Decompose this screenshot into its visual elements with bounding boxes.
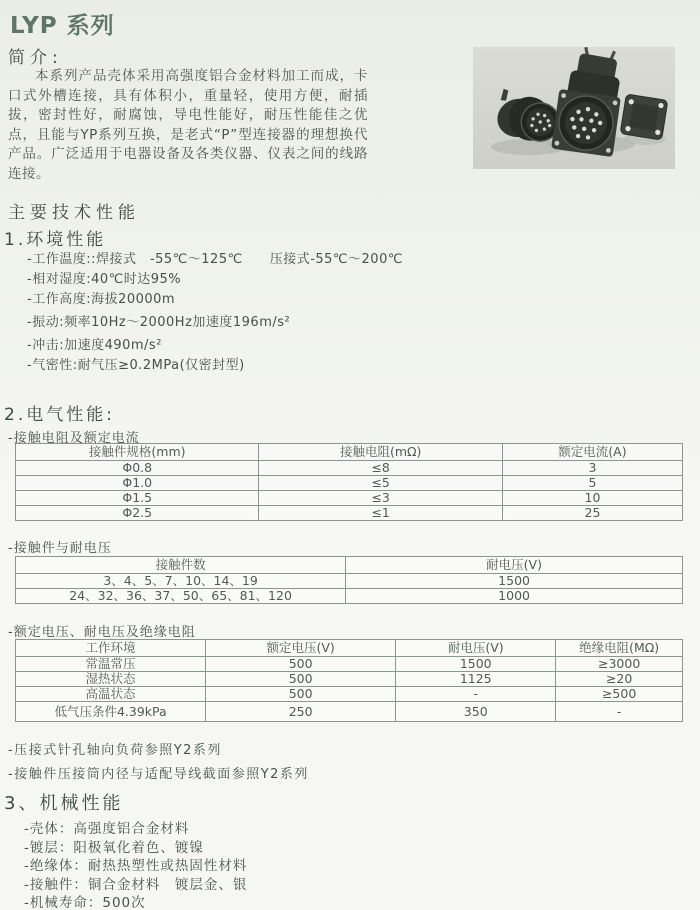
table-cell: ≤3 <box>259 491 502 506</box>
connector-photo-illustration <box>473 47 675 169</box>
table-header: 接触电阻(mΩ) <box>259 444 502 461</box>
table-header: 额定电压(V) <box>206 640 396 657</box>
list-item: -工作高度:海拔20000m <box>27 292 176 307</box>
table-row <box>16 702 683 722</box>
table-header: 工作环境 <box>16 640 206 657</box>
table-header: 耐电压(V) <box>346 557 683 574</box>
list-item: -壳体：高强度铝合金材料 <box>24 821 190 837</box>
table-row <box>16 476 683 491</box>
table-header: 额定电流(A) <box>502 444 682 461</box>
table1-label: -接触电阻及额定电流 <box>8 431 140 446</box>
table-cell: 1500 <box>396 657 556 672</box>
list-item: -冲击:加速度490m/s² <box>27 338 162 353</box>
list-item: -机械寿命：500次 <box>24 895 146 910</box>
list-item: -振动:频率10Hz～2000Hz加速度196m/s² <box>27 315 291 330</box>
table2-label: -接触件与耐电压 <box>8 541 112 556</box>
table-header: 接触件数 <box>16 557 346 574</box>
table-header-row <box>16 557 683 574</box>
mech-items-list <box>24 820 247 910</box>
table-cell: 低气压条件4.39kPa <box>16 702 206 722</box>
tech-performance-heading: 主要技术性能 <box>8 203 140 223</box>
table-cell: 5 <box>502 476 682 491</box>
table3-label: -额定电压、耐电压及绝缘电阻 <box>8 625 196 640</box>
table-row <box>16 589 683 604</box>
table-header: 耐电压(V) <box>396 640 556 657</box>
list-item: -相对湿度:40℃时达95% <box>27 272 182 287</box>
intro-heading: 简介: <box>8 48 63 68</box>
product-photo <box>473 47 675 169</box>
env-performance-heading: 1.环境性能 <box>4 230 107 250</box>
table-cell: ≥3000 <box>556 657 683 672</box>
intro-paragraph: 本系列产品壳体采用高强度铝合金材料加工而成，卡口式外槽连接，具有体积小，重量轻，使用方便，耐插拔，密封性好，耐腐蚀，导电性能好，耐压性能佳之优点，且能与YP系列互换，是老式“P”型连接器的理想换代产品。广泛适用于电器设备及各类仪器、仪表之间的线路连接。 <box>8 68 368 182</box>
page-title: LYP 系列 <box>10 13 115 39</box>
list-item: -绝缘体：耐热热塑性或热固性材料 <box>24 858 248 874</box>
table-cell: Φ1.5 <box>16 491 259 506</box>
table-cell: 250 <box>206 702 396 722</box>
table-cell: 10 <box>502 491 682 506</box>
withstand-voltage-table <box>15 556 683 604</box>
table-cell: 500 <box>206 672 396 687</box>
table-cell: 常温常压 <box>16 657 206 672</box>
table-row <box>16 672 683 687</box>
table-cell: 1125 <box>396 672 556 687</box>
table-cell: ≤5 <box>259 476 502 491</box>
table-cell: 24、32、36、37、50、65、81、120 <box>16 589 346 604</box>
list-item: -镀层：阳极氧化着色、镀镍 <box>24 839 204 856</box>
table-cell: ≥20 <box>556 672 683 687</box>
table-cell: Φ2.5 <box>16 506 259 521</box>
table-header-row <box>16 444 683 461</box>
table-cell: Φ0.8 <box>16 461 259 476</box>
table-cell: 高温状态 <box>16 687 206 702</box>
table-cell: - <box>396 687 556 702</box>
table-header: 绝缘电阻(MΩ) <box>556 640 683 657</box>
electrical-performance-heading: 2.电气性能: <box>4 405 115 425</box>
table-cell: 1500 <box>346 574 683 589</box>
table-row <box>16 506 683 521</box>
list-item: -接触件：铜合金材料 镀层金、银 <box>24 876 248 893</box>
contact-resistance-table <box>15 443 683 521</box>
table-cell: 湿热状态 <box>16 672 206 687</box>
mechanical-performance-heading: 3、机械性能 <box>4 793 124 814</box>
table-cell: ≥500 <box>556 687 683 702</box>
table-cell: 350 <box>396 702 556 722</box>
note-crimp-barrel: -接触件压接筒内径与适配导线截面参照Y2系列 <box>8 767 309 782</box>
table-cell: 25 <box>502 506 682 521</box>
table-cell: 3 <box>502 461 682 476</box>
table-row <box>16 657 683 672</box>
table-cell: Φ1.0 <box>16 476 259 491</box>
table-header-row <box>16 640 683 657</box>
table-cell: - <box>556 702 683 722</box>
table-cell: ≤1 <box>259 506 502 521</box>
table-cell: 500 <box>206 687 396 702</box>
voltage-insulation-table <box>15 639 683 722</box>
table-row <box>16 461 683 476</box>
table-row <box>16 491 683 506</box>
table-cell: ≤8 <box>259 461 502 476</box>
list-item: -工作温度::焊接式 -55℃～125℃ 压接式-55℃～200℃ <box>27 252 403 267</box>
table-cell: 3、4、5、7、10、14、19 <box>16 574 346 589</box>
env-items-list <box>27 250 403 376</box>
table-cell: 500 <box>206 657 396 672</box>
table-header: 接触件规格(mm) <box>16 444 259 461</box>
list-item: -气密性:耐气压≥0.2MPa(仅密封型) <box>27 358 245 373</box>
table-row <box>16 574 683 589</box>
table-row <box>16 687 683 702</box>
note-crimp-axial-load: -压接式针孔轴向负荷参照Y2系列 <box>8 743 222 758</box>
table-cell: 1000 <box>346 589 683 604</box>
